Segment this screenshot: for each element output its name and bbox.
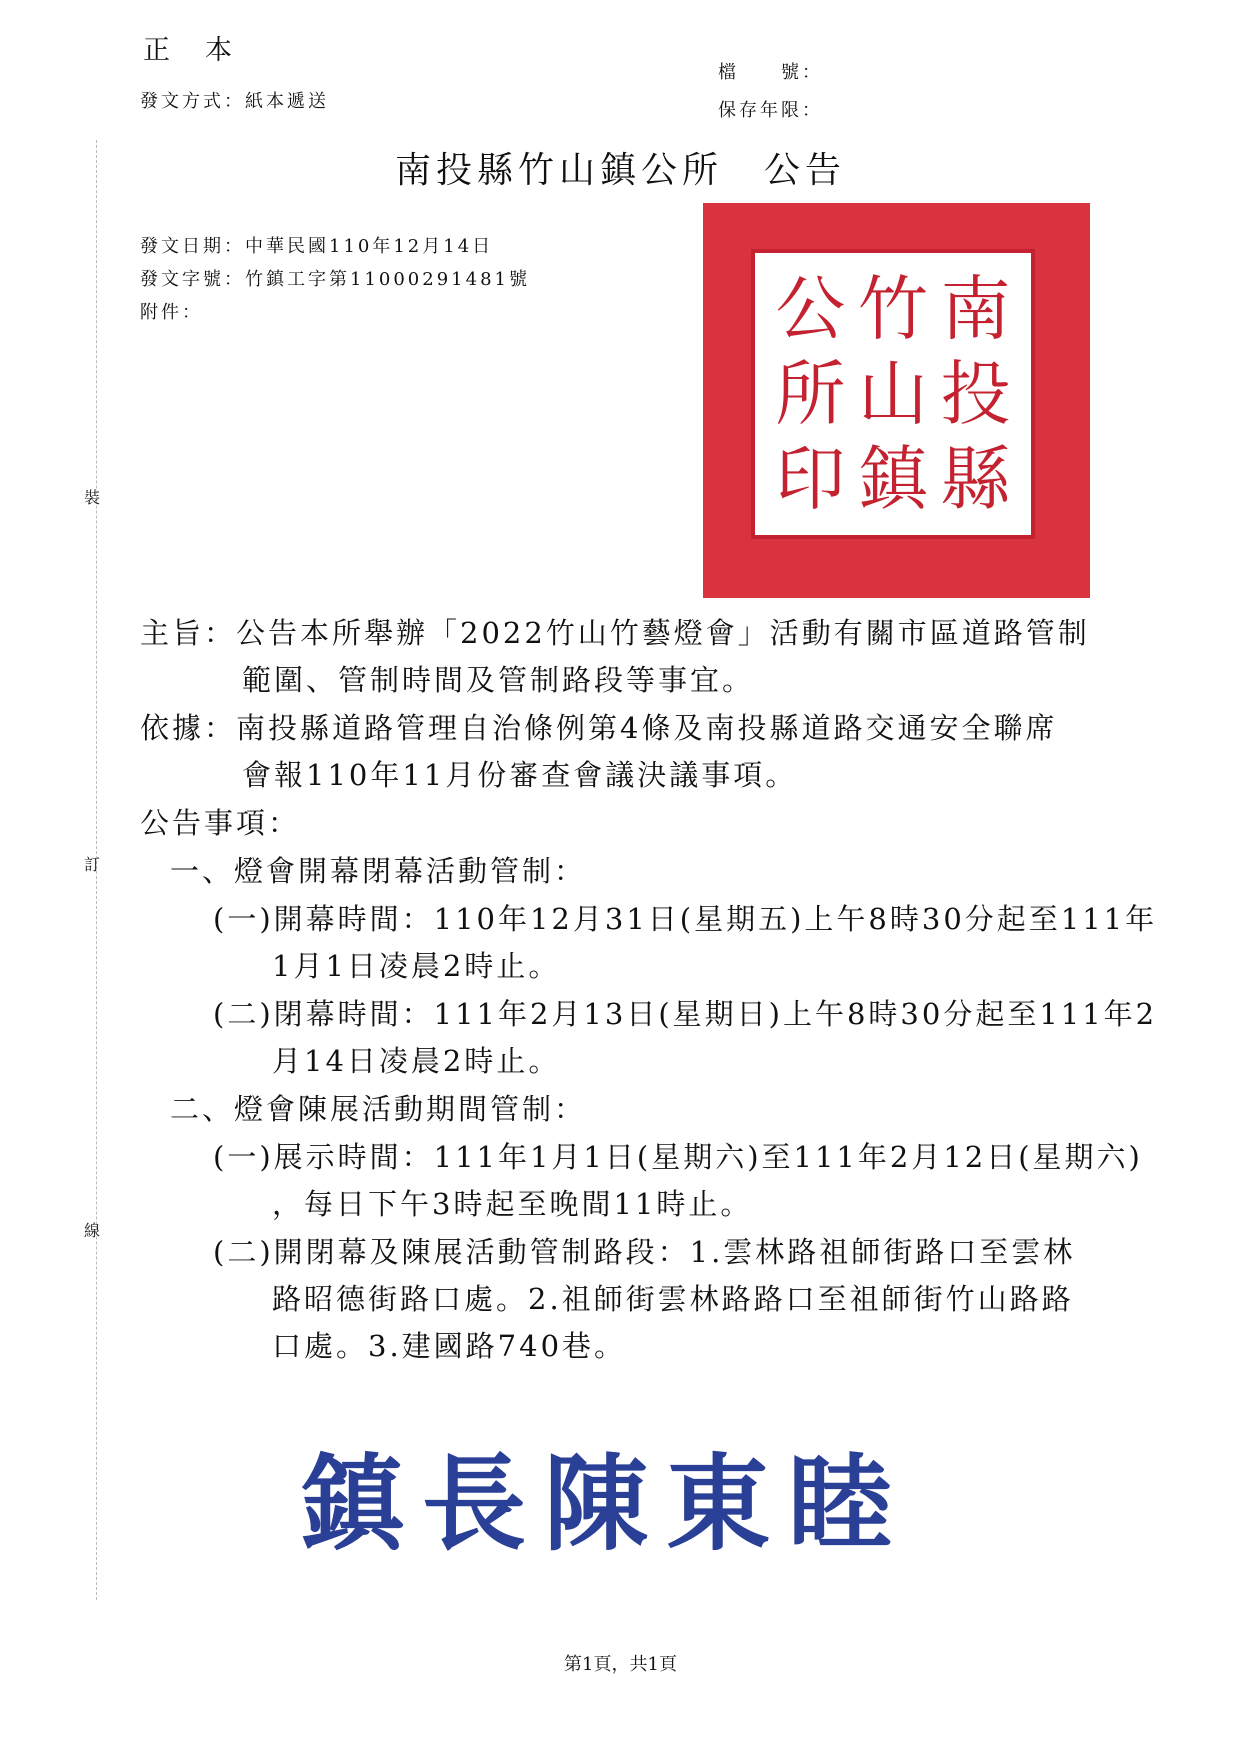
retention-period: 保存年限： [718, 100, 823, 121]
item1-sub2-line-2: 月14日凌晨2時止。 [272, 1044, 561, 1078]
issue-date: 發文日期：中華民國110年12月14日 [140, 236, 494, 257]
file-number: 檔 號： [718, 62, 823, 83]
notice-heading: 公告事項： [140, 806, 301, 840]
seal-char: 縣 [940, 437, 1011, 520]
basis-line-2: 會報110年11月份審查會議決議事項。 [242, 758, 798, 792]
item2-sub2-line-1: (二)開閉幕及陳展活動管制路段：1.雲林路祖師街路口至雲林 [213, 1235, 1076, 1269]
seal-char: 鎮 [858, 437, 929, 520]
seal-char: 公 [775, 268, 846, 351]
subject-line-2: 範圍、管制時間及管制路段等事宜。 [242, 663, 755, 697]
item2-sub2-line-2: 路昭德街路口處。2.祖師街雲林路路口至祖師街竹山路路 [272, 1282, 1074, 1316]
item2-heading: 二、燈會陳展活動期間管制： [170, 1092, 587, 1126]
seal-char: 竹 [858, 268, 929, 351]
seal-char: 南 [940, 268, 1011, 351]
document-number: 發文字號：竹鎮工字第11000291481號 [140, 269, 530, 290]
delivery-method: 發文方式：紙本遞送 [140, 91, 329, 112]
item1-sub1-line-2: 1月1日凌晨2時止。 [272, 949, 561, 983]
basis-line-1: 依據：南投縣道路管理自治條例第4條及南投縣道路交通安全聯席 [140, 711, 1058, 745]
item2-sub1-line-1: (一)展示時間：111年1月1日(星期六)至111年2月12日(星期六) [213, 1140, 1143, 1174]
item2-sub1-line-2: ，每日下午3時起至晚間11時止。 [272, 1187, 753, 1221]
seal-char: 所 [775, 352, 846, 435]
item1-sub1-line-1: (一)開幕時間：110年12月31日(星期五)上午8時30分起至111年 [213, 902, 1158, 936]
binding-mark-xian: 線 [84, 1221, 101, 1240]
seal-char: 印 [775, 437, 846, 520]
item1-sub2-line-1: (二)閉幕時間：111年2月13日(星期日)上午8時30分起至111年2 [213, 997, 1158, 1031]
binding-mark-zhuang: 裝 [84, 488, 101, 507]
binding-mark-ding: 訂 [84, 855, 101, 874]
item2-sub2-line-3: 口處。3.建國路740巷。 [272, 1329, 627, 1363]
seal-char: 山 [858, 352, 929, 435]
seal-char: 投 [940, 352, 1011, 435]
official-seal [703, 203, 1090, 598]
copy-type-label: 正 本 [143, 35, 236, 66]
mayor-signature-stamp: 鎮長陳東睦 [300, 1442, 911, 1565]
attachment-label: 附件： [140, 302, 203, 323]
item1-heading: 一、燈會開幕閉幕活動管制： [170, 854, 587, 888]
page-number: 第1頁，共1頁 [564, 1654, 677, 1675]
document-title: 南投縣竹山鎮公所 公告 [394, 150, 846, 191]
subject-line-1: 主旨：公告本所舉辦「2022竹山竹藝燈會」活動有關市區道路管制 [140, 616, 1090, 650]
